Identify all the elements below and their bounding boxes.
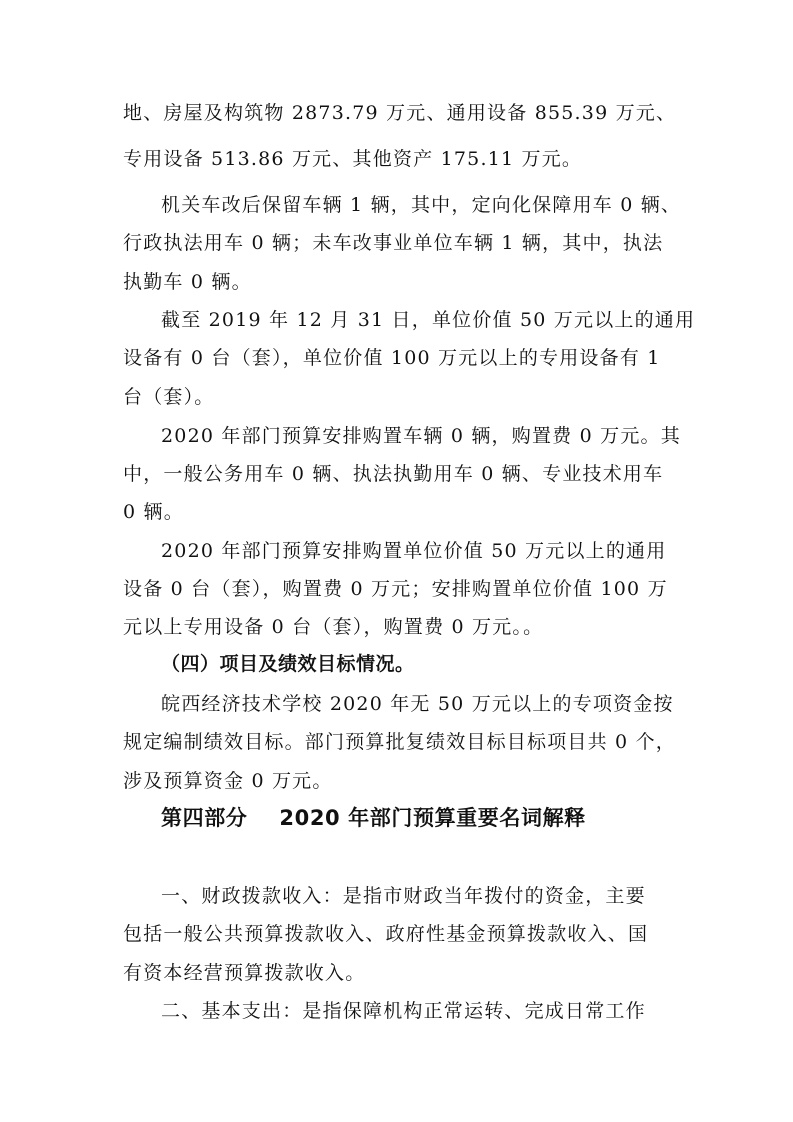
paragraph-line: 中，一般公务用车 0 辆、执法执勤用车 0 辆、专业技术用车	[123, 463, 664, 485]
paragraph-line: 涉及预算资金 0 万元。	[123, 770, 333, 792]
paragraph-line: 一、财政拨款收入：是指市财政当年拨付的资金，主要	[161, 885, 646, 907]
paragraph-line: 2020 年部门预算安排购置车辆 0 辆，购置费 0 万元。其	[161, 425, 681, 447]
paragraph-line: 地、房屋及构筑物 2873.79 万元、通用设备 855.39 万元、	[123, 102, 677, 124]
paragraph-line: 执勤车 0 辆。	[123, 271, 252, 293]
paragraph-line: 皖西经济技术学校 2020 年无 50 万元以上的专项资金按	[161, 693, 674, 715]
part-title-text: 2020 年部门预算重要名词解释	[279, 806, 586, 830]
paragraph-line: 元以上专用设备 0 台（套），购置费 0 万元。。	[123, 616, 544, 638]
paragraph-line: 专用设备 513.86 万元、其他资产 175.11 万元。	[123, 148, 583, 170]
paragraph-line: 机关车改后保留车辆 1 辆，其中，定向化保障用车 0 辆、	[161, 194, 682, 216]
paragraph-line: 截至 2019 年 12 月 31 日，单位价值 50 万元以上的通用	[161, 309, 696, 331]
paragraph-line: 包括一般公共预算拨款收入、政府性基金预算拨款收入、国	[123, 923, 649, 945]
part-title	[161, 805, 721, 831]
paragraph-line: 行政执法用车 0 辆；未车改事业单位车辆 1 辆，其中，执法	[123, 232, 664, 254]
paragraph-line: 台（套）。	[123, 386, 215, 408]
section-heading: （四）项目及绩效目标情况。	[161, 653, 415, 675]
paragraph-line: 规定编制绩效目标。部门预算批复绩效目标目标项目共 0 个，	[123, 731, 676, 753]
paragraph-line: 设备 0 台（套），购置费 0 万元；安排购置单位价值 100 万	[123, 578, 668, 600]
paragraph-line: 0 辆。	[123, 501, 184, 523]
paragraph-line: 设备有 0 台（套），单位价值 100 万元以上的专用设备有 1	[123, 347, 661, 369]
part-title-number: 第四部分	[161, 806, 248, 830]
paragraph-line: 2020 年部门预算安排购置单位价值 50 万元以上的通用	[161, 540, 667, 562]
paragraph-line: 二、基本支出：是指保障机构正常运转、完成日常工作	[161, 1000, 646, 1022]
paragraph-line: 有资本经营预算拨款收入。	[123, 962, 366, 984]
